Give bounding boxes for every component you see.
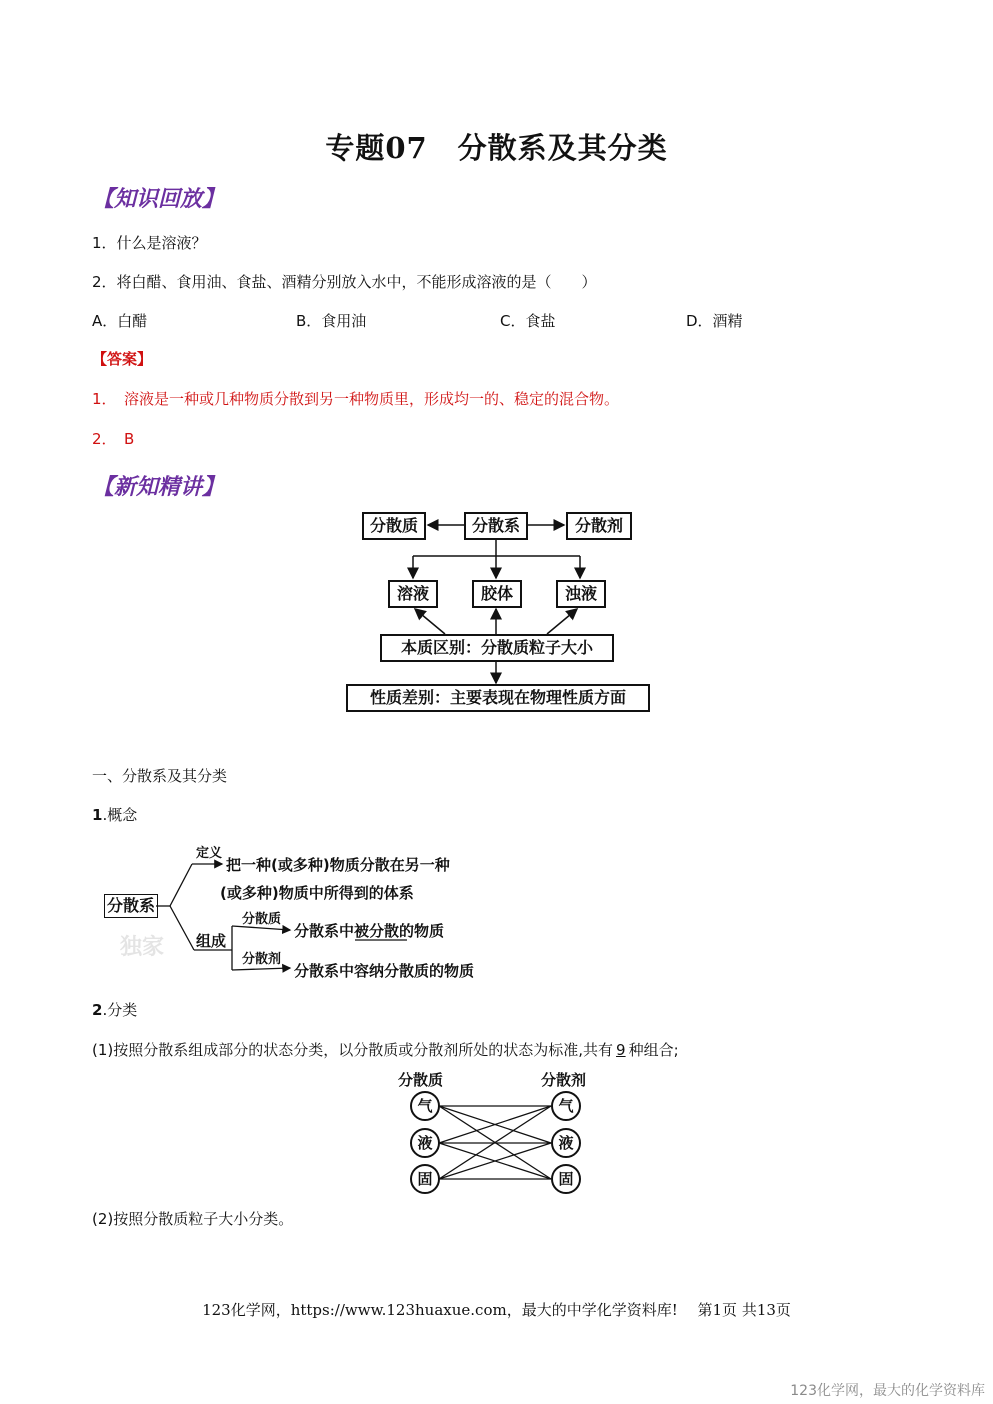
diagram-solute-box: 分散质 bbox=[362, 512, 426, 540]
answer-1: 1． 溶液是一种或几种物质分散到另一种物质里，形成均一的、稳定的混合物。 bbox=[92, 390, 620, 408]
state-right-gas: 气 bbox=[558, 1097, 574, 1115]
review-heading: 【知识回放】 bbox=[92, 187, 225, 212]
answer-label: 【答案】 bbox=[92, 350, 153, 368]
state-left-solid: 固 bbox=[417, 1170, 433, 1188]
diagram-solvent-box: 分散剂 bbox=[566, 512, 632, 540]
concept-comp-label: 组成 bbox=[196, 932, 227, 950]
new-knowledge-heading: 【新知精讲】 bbox=[92, 475, 225, 500]
section-heading: 一、分散系及其分类 bbox=[92, 767, 228, 785]
state-left-liquid: 液 bbox=[417, 1134, 433, 1152]
concept-heading: 1.概念 bbox=[92, 806, 138, 824]
diagram-essence-box: 本质区别：分散质粒子大小 bbox=[380, 634, 614, 662]
concept-def-line1: 把一种(或多种)物质分散在另一种 bbox=[226, 856, 450, 874]
concept-root-box: 分散系 bbox=[104, 894, 158, 918]
option-d: D．酒精 bbox=[686, 312, 743, 330]
question-2: 2．将白醋、食用油、食盐、酒精分别放入水中，不能形成溶液的是（ ） bbox=[92, 273, 597, 291]
concept-def-line2: (或多种)物质中所得到的体系 bbox=[220, 884, 414, 902]
watermark-decoration: 独家 bbox=[120, 935, 165, 960]
states-left-title: 分散质 bbox=[398, 1071, 444, 1089]
option-b: B．食用油 bbox=[296, 312, 367, 330]
answer-2: 2． B bbox=[92, 430, 135, 448]
concept-solute-desc: 分散系中被分散的物质 bbox=[294, 922, 445, 940]
concept-def-label: 定义 bbox=[196, 846, 223, 861]
concept-solvent-desc: 分散系中容纳分散质的物质 bbox=[294, 962, 475, 980]
option-c: C．食盐 bbox=[500, 312, 556, 330]
diagram-colloid-box: 胶体 bbox=[472, 580, 522, 608]
page-title: 专题07 分散系及其分类 bbox=[325, 131, 668, 165]
corner-watermark: 123化学网，最大的化学资料库 bbox=[790, 1383, 985, 1399]
diagram-solution-box: 溶液 bbox=[388, 580, 438, 608]
classification-1: (1)按照分散系组成部分的状态分类，以分散质或分散剂所处的状态为标准,共有 9 种组合; bbox=[92, 1041, 679, 1059]
state-right-liquid: 液 bbox=[558, 1134, 574, 1152]
question-1: 1．什么是溶液？ bbox=[92, 234, 207, 252]
option-a: A．白醋 bbox=[92, 312, 148, 330]
page-footer: 123化学网，https://www.123huaxue.com，最大的中学化学资料库! 第1页 共13页 bbox=[202, 1301, 791, 1319]
state-right-solid: 固 bbox=[558, 1170, 574, 1188]
diagram-turbid-box: 浊液 bbox=[556, 580, 606, 608]
concept-solvent-label: 分散剂 bbox=[242, 952, 282, 967]
state-left-gas: 气 bbox=[417, 1097, 433, 1115]
classification-heading: 2.分类 bbox=[92, 1001, 138, 1019]
classification-2: (2)按照分散质粒子大小分类。 bbox=[92, 1210, 294, 1228]
diagram-property-box: 性质差别：主要表现在物理性质方面 bbox=[346, 684, 650, 712]
states-right-title: 分散剂 bbox=[541, 1071, 587, 1089]
diagram-system-box: 分散系 bbox=[464, 512, 528, 540]
concept-solute-label: 分散质 bbox=[242, 912, 282, 927]
